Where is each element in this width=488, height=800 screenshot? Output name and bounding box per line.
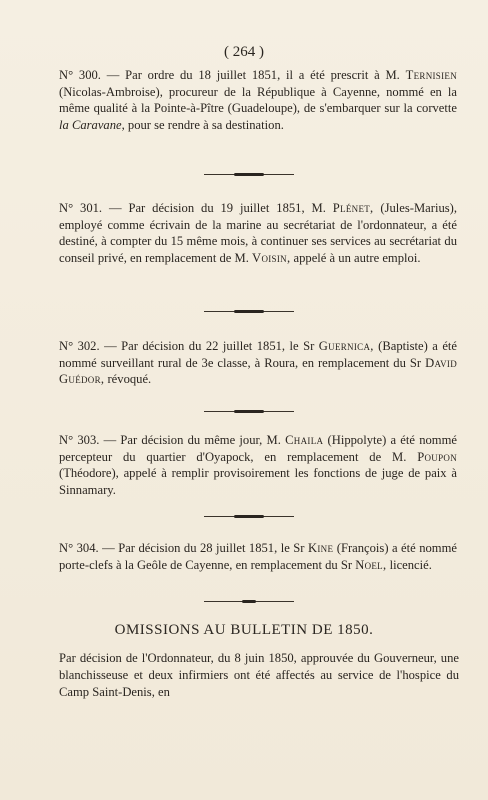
- entry-number: N° 302.: [59, 339, 100, 353]
- section-divider: [204, 515, 294, 518]
- entry-text: licencié.: [386, 557, 432, 572]
- entry-text: — Par décision du 19 juillet 1851, M.: [102, 201, 333, 215]
- person-name: Chaila: [285, 433, 324, 447]
- entry-number: N° 304.: [59, 541, 99, 555]
- entry-text: — Par ordre du 18 juillet 1851, il a été prescrit à M.: [100, 68, 406, 82]
- person-name: Ternisien: [405, 68, 457, 82]
- entry-text: — Par décision du 22 juillet 1851, le Sr: [99, 339, 319, 353]
- person-name: Plénet,: [332, 201, 374, 215]
- person-name: Kine: [307, 541, 334, 555]
- page-number: ( 264 ): [224, 44, 264, 60]
- entry-text: pour se rendre à sa destination.: [124, 117, 284, 132]
- entry-301: [59, 200, 457, 266]
- person-name: Poupon: [417, 449, 457, 464]
- section-heading: OMISSIONS AU BULLETIN DE 1850.: [114, 622, 374, 638]
- section-divider: [204, 310, 294, 313]
- entry-text: — Par décision du même jour, M.: [99, 433, 286, 447]
- entry-number: N° 301.: [59, 201, 103, 215]
- section-divider: [204, 600, 294, 603]
- entry-text: (Jules-Marius), employé comme écrivain de la marine au secrétariat de l'ordonnateur, a été destiné, à compter du 15 même mois, à continuer ses services au secrétariat du conseil privé, en remplacement de M.: [59, 201, 458, 265]
- entry-text: (Hippolyte) a été nommé percepteur du quartier d'Oyapock, en remplacement de M.: [59, 433, 457, 464]
- entry-304: [59, 540, 457, 573]
- entry-text: (Nicolas-Ambroise), procureur de la République à Cayenne, nommé en la même qualité à la Pointe-à-Pître (Guadeloupe), de s'embarquer sur la corvette: [59, 84, 457, 116]
- entry-text: (Théodore), appelé à remplir provisoirement les fonctions de juge de paix à Sinnamary.: [59, 466, 457, 497]
- ship-name: la Caravane,: [59, 117, 125, 132]
- entry-text: — Par décision du 28 juillet 1851, le Sr: [98, 541, 308, 555]
- section-divider: [204, 173, 294, 176]
- person-name: David Guédor,: [59, 355, 457, 387]
- entry-302: [59, 338, 457, 388]
- entry-303: [59, 432, 457, 498]
- person-name: Voisin,: [252, 250, 291, 265]
- entry-text: appelé à un autre emploi.: [290, 250, 421, 265]
- entry-text: (Baptiste) a été nommé surveillant rural de 3e classe, à Roura, en remplacement du Sr: [59, 339, 457, 370]
- person-name: Guernica,: [318, 339, 374, 353]
- entry-text: révoqué.: [104, 372, 152, 387]
- entry-number: N° 303.: [59, 433, 100, 447]
- entry-number: N° 300.: [59, 68, 101, 82]
- section-divider: [204, 410, 294, 413]
- entry-300: [59, 67, 457, 133]
- entry-text: (François) a été nommé porte-clefs à la Geôle de Cayenne, en remplacement du Sr: [59, 541, 457, 572]
- omission-paragraph: Par décision de l'Ordonnateur, du 8 juin 1850, approuvée du Gouverneur, une blanchisseuse et deux infirmiers ont été affectés au service de l'hospice du Camp Saint-Denis, en: [59, 651, 459, 699]
- person-name: Noel,: [355, 557, 387, 572]
